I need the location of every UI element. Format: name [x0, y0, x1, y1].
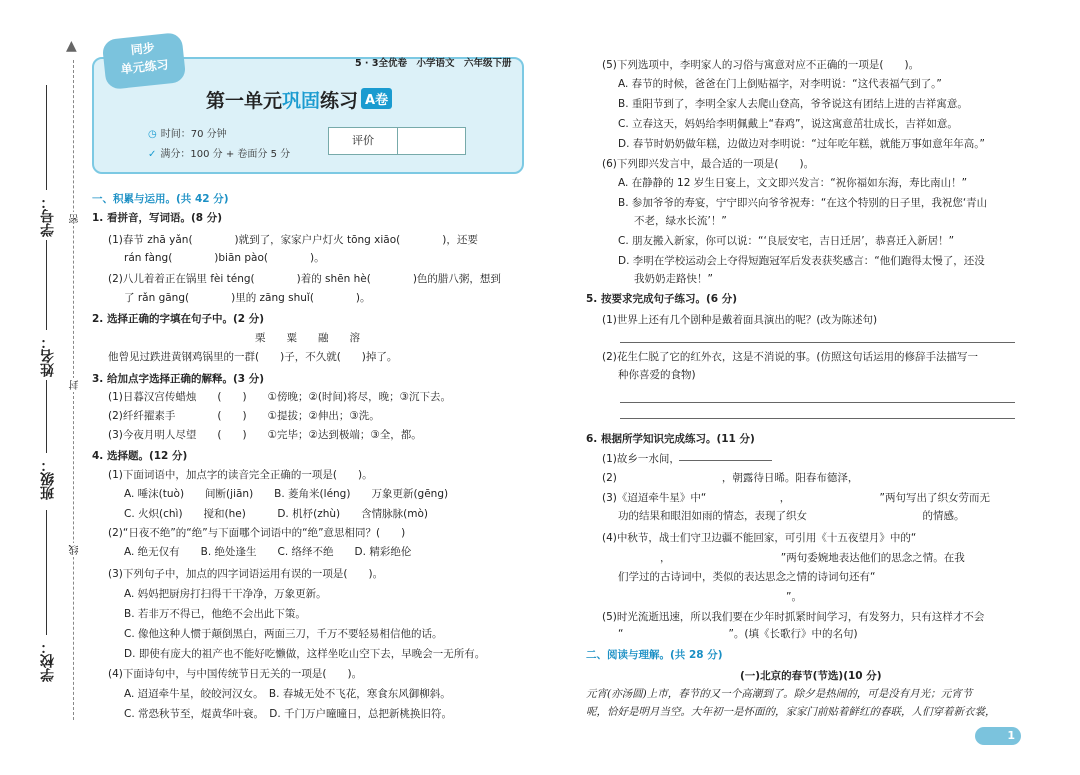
badge-line2: 单元练习	[120, 57, 170, 77]
text-line: 我奶奶走路快！”	[634, 273, 713, 285]
text-line: A. 唾沫(tuò) 间断(jiān) B. 菱角米(léng) 万象更新(gēng)	[124, 488, 449, 500]
check-icon: ✓	[148, 149, 157, 160]
book-info: 5 · 3全优卷 小学语文 六年级下册	[355, 58, 512, 69]
seal-mi: 密	[70, 214, 81, 224]
title-highlight: 巩固	[282, 90, 321, 112]
school-label: 学校：	[40, 640, 56, 682]
text-line: (2)纤纤擢素手 ( ) ①提拔；②伸出；③洗。	[108, 410, 380, 422]
seal-xian: 线	[70, 545, 81, 555]
text-line: C. 朋友搬入新家，你可以说：“‘良辰安宅，吉日迁居’，恭喜迁入新居！”	[618, 235, 955, 247]
text-line: (3)今夜月明人尽望 ( ) ①完毕；②达到极端；③全，都。	[108, 429, 422, 441]
text-line: A. 迢迢牵牛星，皎皎河汉女。 B. 春城无处不飞花，寒食东风御柳斜。	[124, 688, 451, 700]
text-line: (1)世界上还有几个剧种是戴着面具演出的呢？(改为陈述句)	[602, 314, 878, 326]
text-line: C. 火炽(chì) 搅和(he) D. 机杼(zhù) 含情脉脉(mò)	[124, 508, 428, 520]
school-line	[46, 510, 47, 635]
student-number-line	[46, 85, 47, 190]
text-line: (一)北京的春节(节选)(10 分)	[740, 670, 882, 682]
clock-icon: ◷	[148, 129, 157, 140]
unit-badge	[102, 32, 187, 90]
text-line: 6. 根据所学知识完成练习。(11 分)	[586, 433, 755, 445]
text-line: (3)下列句子中，加点的四字词语运用有误的一项是( )。	[108, 568, 384, 580]
title-part: 第一单元	[206, 90, 283, 112]
text-line: A. 绝无仅有 B. 绝处逢生 C. 络绎不绝 D. 精彩绝伦	[124, 546, 412, 558]
text-line: (2) ，朝露待日晞。阳春布德泽，	[602, 472, 859, 484]
text-line: (2)“日夜不绝”的“绝”与下面哪个词语中的“绝”意思相同？( )	[108, 527, 406, 539]
evaluation-box	[328, 127, 466, 155]
text-line: 2. 选择正确的字填在句子中。(2 分)	[92, 313, 265, 325]
seal-feng: 封	[70, 380, 81, 390]
text-line: C. 立春这天，妈妈给李明佩戴上“春鸡”，说这寓意茁壮成长，吉祥如意。	[618, 118, 958, 130]
text-line: (1)日暮汉宫传蜡烛 ( ) ①傍晚；②(时间)将尽，晚；③沉下去。	[108, 391, 451, 403]
score-text: 满分：100 分 + 卷面分 5 分	[160, 149, 291, 160]
page-number: 1	[975, 727, 1021, 745]
text-line: 功的结果和眼泪如雨的情态，表现了织女 的情感。	[618, 510, 965, 522]
answer-line	[620, 342, 1015, 343]
text-line: rán fàng( )biān pào( )。	[124, 252, 325, 264]
text-line: 元宵(亦汤圆)上市，春节的又一个高潮到了。除夕是热闹的，可是没有月光；元宵节	[586, 688, 973, 700]
text-line: 3. 给加点字选择正确的解释。(3 分)	[92, 373, 265, 385]
text-line: A. 在静静的 12 岁生日宴上，文文即兴发言：“祝你福如东海，寿比南山！”	[618, 177, 968, 189]
text-line: 4. 选择题。(12 分)	[92, 450, 188, 462]
section-heading: 一、积累与运用。(共 42 分)	[92, 193, 229, 205]
text-line: (1)故乡一水间，	[602, 453, 680, 465]
text-line: (1)下面词语中，加点字的读音完全正确的一项是( )。	[108, 469, 373, 481]
class-label: 班级：	[40, 458, 56, 500]
text-line: B. 若非万不得已，他绝不会出此下策。	[124, 608, 306, 620]
score-info	[148, 145, 290, 160]
text-line: (3)《迢迢牵牛星》中“ ， ”两句写出了织女劳而无	[602, 492, 991, 504]
text-line: ， ”两句委婉地表达他们的思念之情。在我	[618, 552, 965, 564]
time-text: 时间：70 分钟	[160, 129, 227, 140]
binding-margin	[0, 0, 80, 775]
student-number-label: 学号：	[40, 195, 56, 237]
rocket-icon: ▲	[66, 38, 77, 54]
text-line: 5. 按要求完成句子练习。(6 分)	[586, 293, 738, 305]
text-line: (5)下列选项中，李明家人的习俗与寓意对应不正确的一项是( )。	[602, 59, 920, 71]
text-line: 1. 看拼音，写词语。(8 分)	[92, 212, 223, 224]
time-info	[148, 125, 227, 140]
text-line: ”。	[618, 591, 802, 603]
text-line: “ ”。(填《长歌行》中的名句)	[618, 628, 858, 640]
text-line: (2)花生仁脱了它的红外衣，这是不消说的事。(仿照这句话运用的修辞手法描写一	[602, 351, 978, 363]
name-line	[46, 240, 47, 330]
text-line: D. 李明在学校运动会上夺得短跑冠军后发表获奖感言：“他们跑得太慢了，还没	[618, 255, 985, 267]
text-line: 了 rǎn gāng( )里的 zāng shuǐ( )。	[124, 292, 371, 304]
title-part: 练习	[320, 90, 359, 112]
text-line: 们学过的古诗词中，类似的表达思念之情的诗词句还有“	[618, 571, 876, 583]
text-line: 不老，绿水长流’！”	[634, 215, 727, 227]
text-line: 栗 粟 融 溶	[255, 332, 360, 344]
section-heading: 二、阅读与理解。(共 28 分)	[586, 649, 723, 661]
text-line: (5)时光流逝迅速，所以我们要在少年时抓紧时间学习，有发努力，只有这样才不会	[602, 611, 985, 623]
text-line: D. 春节时奶奶做年糕，边做边对李明说：“过年吃年糕，就能万事如意年年高。”	[618, 138, 985, 150]
text-line: (1)春节 zhā yǎn( )就到了，家家户户灯火 tōng xiāo( )，还要	[108, 234, 478, 246]
text-line: (4)中秋节，战士们守卫边疆不能回家，可引用《十五夜望月》中的“	[602, 532, 917, 544]
answer-line	[620, 418, 1015, 419]
text-line: B. 参加爷爷的寿宴，宁宁即兴向爷爷祝寿：“在这个特别的日子里，我祝您‘青山	[618, 197, 988, 209]
text-line: A. 妈妈把厨房打扫得干干净净，万象更新。	[124, 588, 327, 600]
title-badge: A卷	[361, 88, 392, 109]
answer-line	[620, 402, 1015, 403]
text-line: 呢，恰好是明月当空。大年初一是怀面的，家家门前贴着鲜红的春联，人们穿着新衣裳，	[586, 706, 996, 718]
text-line: (2)八儿着着正在锅里 fèi téng( )着的 shēn hè( )色的腊八粥，想到	[108, 273, 501, 285]
text-line: C. 常恐秋节至，焜黄华叶衰。 D. 千门万户曈曈日，总把新桃换旧符。	[124, 708, 453, 720]
text-line: 种你喜爱的食物)	[618, 369, 696, 381]
text-line: B. 重阳节到了，李明全家人去爬山登高，爷爷说这有团结上进的吉祥寓意。	[618, 98, 968, 110]
class-line	[46, 380, 47, 453]
page-title	[206, 86, 392, 113]
name-label: 姓名：	[40, 335, 56, 377]
badge-line1: 同步	[130, 40, 156, 58]
text-line: 他曾见过跌进黄钢鸡锅里的一群( )子，不久就( )掉了。	[108, 351, 398, 363]
text-line: A. 春节的时候，爸爸在门上倒贴福字，对李明说：“这代表福气到了。”	[618, 78, 942, 90]
text-line: (4)下面诗句中，与中国传统节日无关的一项是( )。	[108, 668, 363, 680]
text-line: D. 即使有庞大的祖产也不能好吃懒做，这样坐吃山空下去，早晚会一无所有。	[124, 648, 486, 660]
answer-line	[679, 460, 772, 461]
evaluation-label: 评价	[329, 128, 398, 154]
text-line: C. 像他这种人惯于颠倒黑白，两面三刀，千万不要轻易相信他的话。	[124, 628, 443, 640]
text-line: (6)下列即兴发言中，最合适的一项是( )。	[602, 158, 815, 170]
